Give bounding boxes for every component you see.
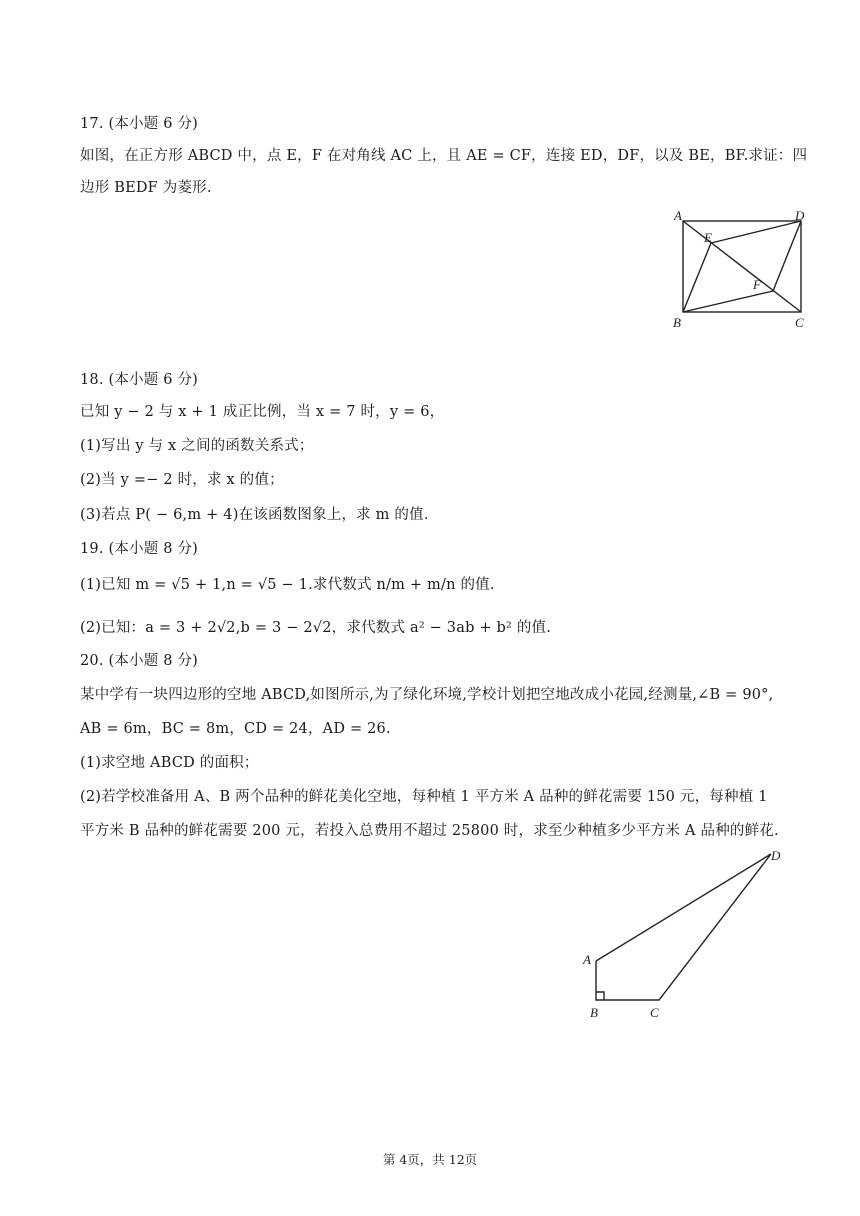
q17-label-e: E	[704, 230, 712, 245]
q20-label-b: B	[590, 1005, 598, 1020]
q20-part2-line1: (2)若学校准备用 A、B 两个品种的鲜花美化空地，每种植 1 平方米 A 品种的鲜花需要 150 元，每种植 1	[80, 789, 768, 805]
q20-label-d: D	[771, 848, 781, 863]
q18-part2: (2)当 y =− 2 时，求 x 的值；	[80, 472, 284, 488]
q18-header: 18. (本小题 6 分)	[80, 372, 199, 388]
q17-header: 17. (本小题 6 分)	[80, 116, 199, 132]
q17-text-line1: 如图，在正方形 ABCD 中，点 E，F 在对角线 AC 上，且 AE = CF，连接 ED，DF，以及 BE，BF.求证：四	[80, 148, 808, 164]
q18-part3: (3)若点 P( − 6,m + 4)在该函数图象上，求 m 的值.	[80, 507, 429, 523]
q17-label-f: F	[753, 277, 761, 292]
q17-square-figure	[670, 205, 810, 335]
q20-text-line2: AB = 6m，BC = 8m，CD = 24，AD = 26.	[80, 721, 391, 737]
q19-part2: (2)已知：a = 3 + 2√2,b = 3 − 2√2，求代数式 a² − 3ab + b² 的值.	[80, 620, 552, 636]
q20-text-line1: 某中学有一块四边形的空地 ABCD,如图所示,为了绿化环境,学校计划把空地改成小花园,经测量,∠B = 90°,	[80, 687, 774, 703]
q20-part1: (1)求空地 ABCD 的面积；	[80, 755, 259, 771]
q19-part1: (1)已知 m = √5 + 1,n = √5 − 1.求代数式 n/m + m/n 的值.	[80, 577, 495, 593]
q18-part1: (1)写出 y 与 x 之间的函数关系式；	[80, 438, 314, 454]
q20-part2-line2: 平方米 B 品种的鲜花需要 200 元，若投入总费用不超过 25800 时，求至少种植多少平方米 A 品种的鲜花.	[80, 823, 779, 839]
q17-text-line2: 边形 BEDF 为菱形.	[80, 180, 212, 196]
q18-text-line1: 已知 y − 2 与 x + 1 成正比例，当 x = 7 时，y = 6，	[80, 404, 445, 420]
q20-label-a: A	[583, 952, 591, 967]
q19-header: 19. (本小题 8 分)	[80, 541, 199, 557]
q17-label-a: A	[674, 208, 682, 223]
q20-header: 20. (本小题 8 分)	[80, 653, 199, 669]
page-footer: 第 4页，共 12页	[382, 1152, 478, 1167]
q17-label-d: D	[795, 208, 805, 223]
q17-label-c: C	[795, 315, 804, 330]
q17-label-b: B	[673, 315, 681, 330]
q20-quadrilateral-figure	[575, 840, 795, 1025]
q20-label-c: C	[650, 1005, 659, 1020]
